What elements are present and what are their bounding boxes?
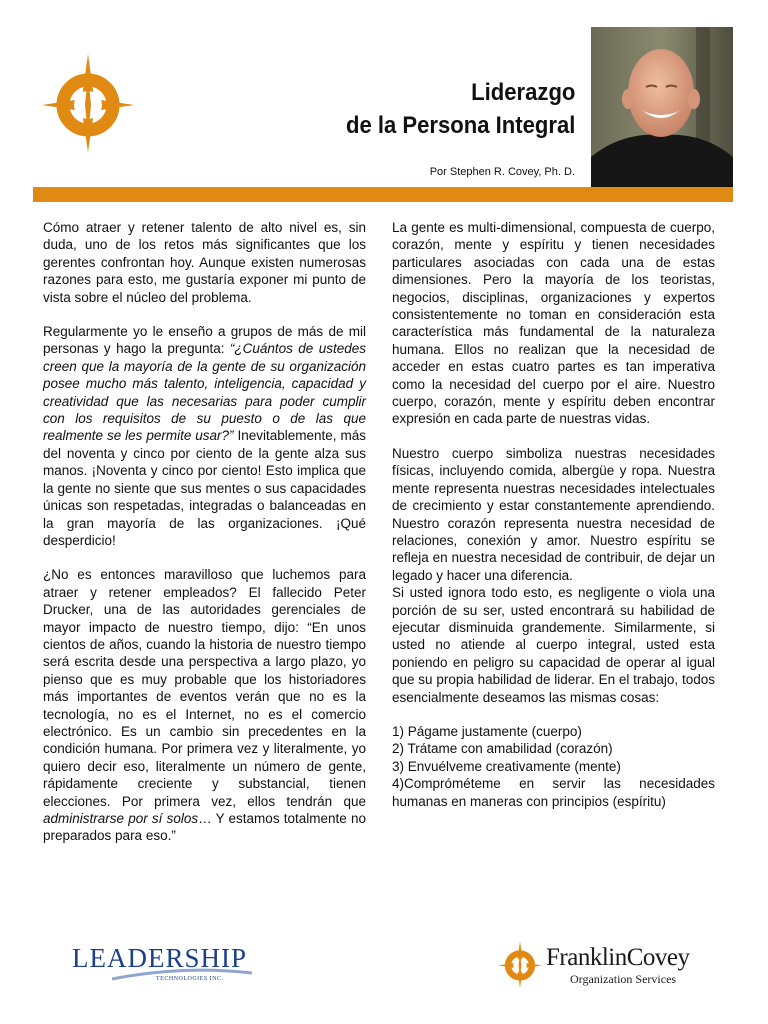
franklincovey-name: FranklinCovey [546, 944, 690, 971]
leadership-technologies-logo [72, 943, 247, 988]
compass-small-icon [498, 936, 542, 992]
franklincovey-logo [498, 936, 698, 994]
franklincovey-subtitle: Organization Services [570, 972, 677, 986]
list-item: 4)Compróméteme en servir las necesidades humanas en maneras con principios (espíritu) [392, 776, 715, 809]
paragraph: Nuestro cuerpo simboliza nuestras necesidades físicas, incluyendo comida, albergüe y ropa. Nuestra mente representa nuestras necesidades intelectuales de crecimiento y estar constantemente aprendiendo. Nuestro corazón representa nuestra necesidad de relaciones, conexión y amor. Nuestro espíritu se refleja en nuestra necesidad de contribuir, de dejar un legado y hacer una diferencia. [392, 445, 715, 583]
list-item: 1) Págame justamente (cuerpo) [392, 723, 582, 739]
swoosh-icon [112, 967, 252, 983]
paragraph: ¿No es entonces maravilloso que luchemos para atraer y retener empleados? El fallecido Peter Drucker, una de las autoridades gerenciales de mayor impacto de nuestro tiempo, dijo: “En unos cientos de años, cuando la historia de nuestro tiempo será escrita desde una perspectiva a largo plazo, yo pienso que es muy probable que los historiadores más importantes de eventos verán que no es la tecnología, no es el Internet, no es el comercio electrónico. Es un cambio sin precedentes en la condición humana. Por primera vez y literalmente, yo quiero decir eso, literalmente un número de gente, rápidamente creciente y substancial, tienen elecciones. Por primera vez, ellos tendrán que administrarse por sí solos… Y estamos totalmente no preparados para eso.” [43, 567, 367, 844]
leadership-logo-text: LEADERSHIP [72, 943, 248, 973]
author-photo [591, 27, 733, 187]
list-item: 3) Envuélveme creativamente (mente) [392, 758, 621, 774]
right-column [392, 219, 715, 810]
page-title-line2: de la Persona Integral [345, 112, 575, 139]
needs-list [392, 723, 715, 810]
leadership-logo-subtext: TECHNOLOGIES INC. [156, 976, 224, 982]
header-rule [33, 187, 733, 202]
paragraph: Cómo atraer y retener talento de alto nivel es, sin duda, uno de los retos más significantes que los gerentes confrontan hoy. Aunque existen numerosas razones para esto, me gustaría exponer mi punto de vista sobre el núcleo del problema. [43, 220, 366, 305]
title-block [326, 76, 575, 142]
paragraph: La gente es multi-dimensional, compuesta de cuerpo, corazón, mente y espíritu y tienen necesidades particulares asociadas con cada una de estas dimensiones. Pero la mayoría de los teoristas, negocios, disciplinas, organizaciones y expertos consistentemente no toman en consideración esta característica más fundamental de la naturaleza humana. Ellos no realizan que la necesidad de acceder en estas cuatro partes es tan imperativa como la necesidad del cuerpo por el aire. Nuestro cuerpo, corazón, mente y espíritu deben encontrar expresión en cada parte de nuestras vidas. [392, 220, 715, 427]
list-item: 2) Trátame con amabilidad (corazón) [392, 741, 613, 757]
compass-logo-icon [42, 52, 134, 152]
paragraph: Si usted ignora todo esto, es negligente o viola una porción de su ser, usted encontrará su habilidad de ejecutar disminuida grandemente. Similarmente, si usted no atiende al cuerpo integral, usted esta poniendo en peligro su capacidad de operar al igual que su propia habilidad de liderar. En el trabajo, todos esencialmente deseamos las mismas cosas: [392, 585, 715, 705]
left-column [43, 219, 366, 862]
byline: Por Stephen R. Covey, Ph. D. [429, 166, 575, 178]
paragraph: Regularmente yo le enseño a grupos de más de mil personas y hago la pregunta: “¿Cuántos de ustedes creen que la mayoría de la gente de su organización posee mucho más talento, inteligencia, capacidad y creatividad que las necesarias para poder cumplir con los requisitos de su puesto o de las que realmente se les permite usar?” Inevitablemente, más del noventa y cinco por ciento de la gente alza sus manos. ¡Noventa y cinco por ciento! Esto implica que la gente no siente que sus mentes o sus capacidades únicas son respetadas, integradas o balanceadas en la gran mayoría de las organizaciones. ¡Qué desperdicio! [43, 324, 366, 548]
page-title-line1: Liderazgo [470, 79, 575, 106]
